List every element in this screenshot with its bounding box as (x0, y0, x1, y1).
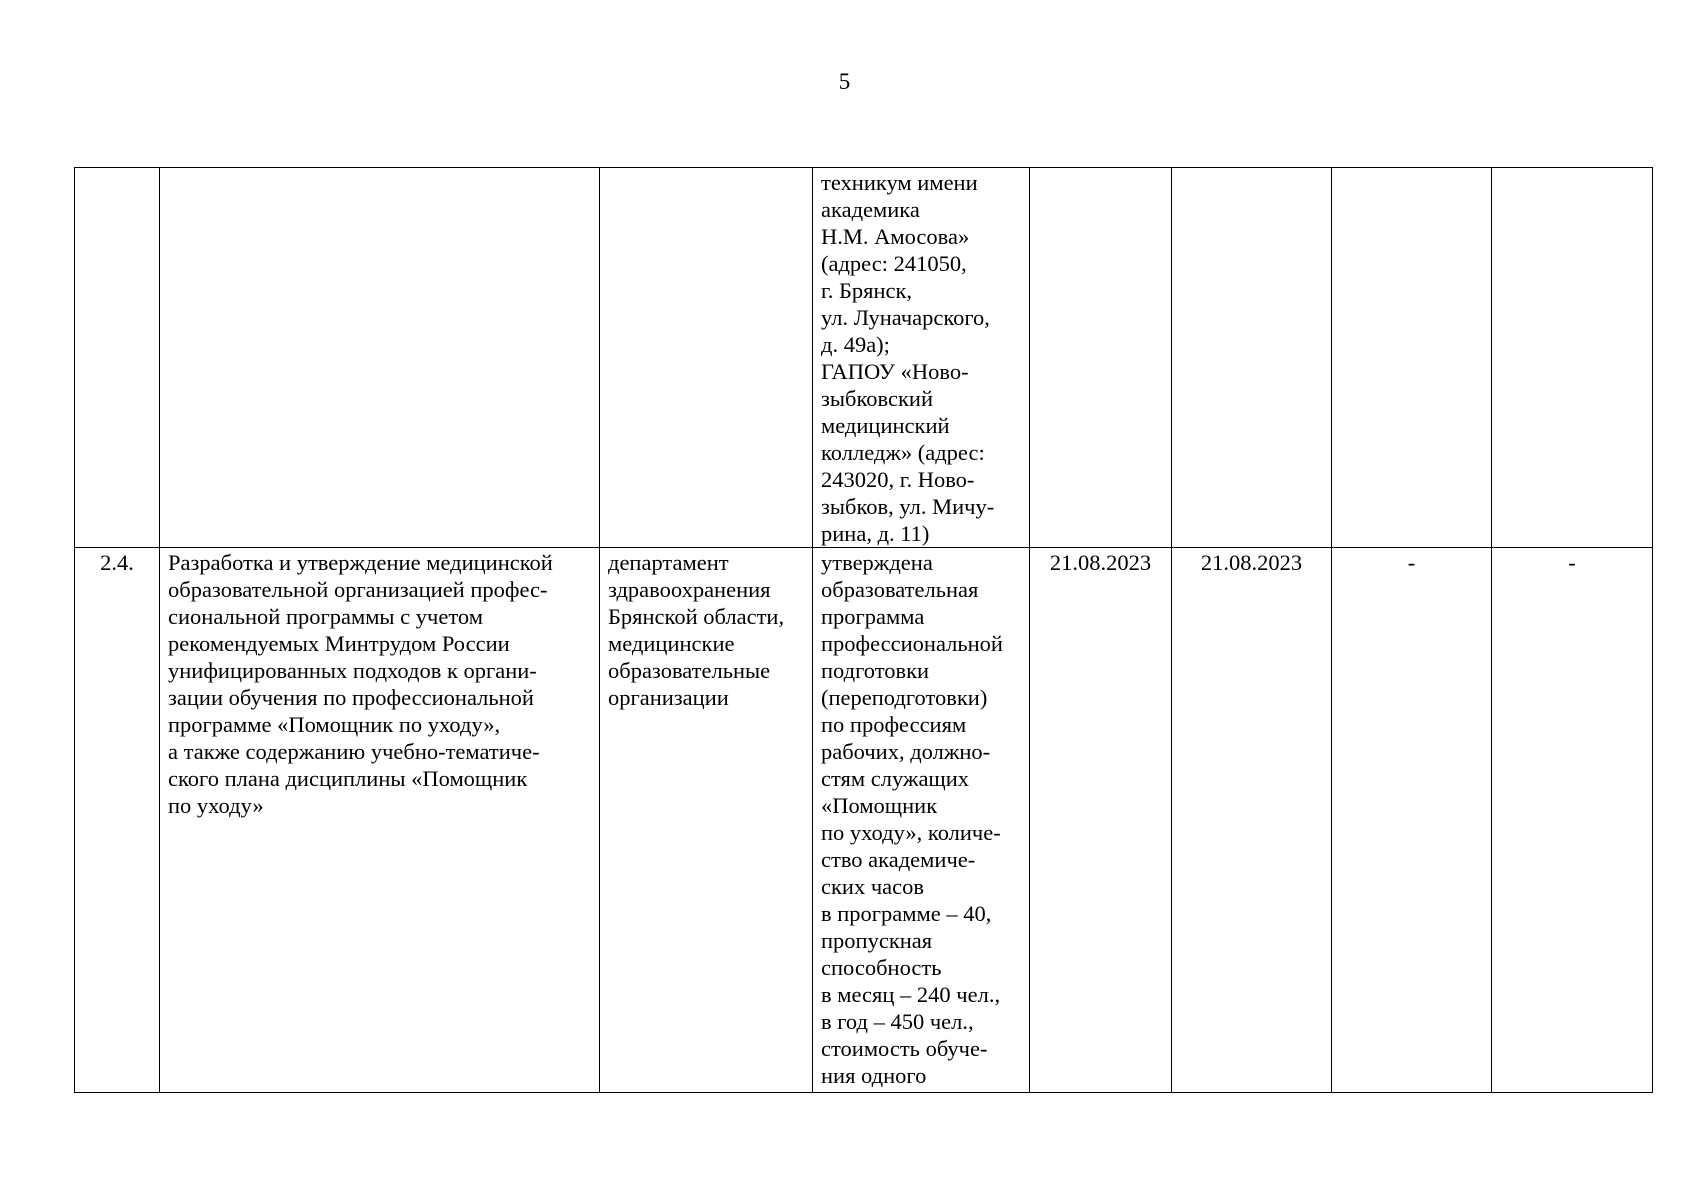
column-8-cell (1492, 168, 1653, 548)
page-number: 5 (838, 69, 851, 94)
end-date-cell: 21.08.2023 (1172, 548, 1332, 1093)
result-cell: техникум имени академика Н.М. Амосова» (адрес: 241050, г. Брянск, ул. Луначарского, д. 49а); ГАПОУ «Ново- зыбковский медицинский колледж» (адрес: 243020, г. Ново- зыбков, ул. Мичу- рина, д. 11) (813, 168, 1030, 548)
row-number-cell (75, 168, 160, 548)
responsible-cell (600, 168, 813, 548)
row-number-cell: 2.4. (75, 548, 160, 1093)
plan-table (74, 167, 1653, 1093)
end-date-cell (1172, 168, 1332, 548)
event-cell (160, 168, 600, 548)
event-cell: Разработка и утверждение медицинской образовательной организацией профес- сиональной программы с учетом рекомендуемых Минтрудом России унифицированных подходов к органи- зации обучения по профессиональной программе «Помощник по уходу», а также содержанию учебно-тематиче- ского плана дисциплины «Помощник по уходу» (160, 548, 600, 1093)
table-row (75, 548, 1653, 1093)
column-8-cell: - (1492, 548, 1653, 1093)
start-date-cell (1030, 168, 1172, 548)
responsible-cell: департамент здравоохранения Брянской области, медицинские образовательные организации (600, 548, 813, 1093)
table-row (75, 168, 1653, 548)
column-7-cell (1332, 168, 1492, 548)
result-cell: утверждена образовательная программа профессиональной подготовки (переподготовки) по профессиям рабочих, должно- стям служащих «Помощник по уходу», количе- ство академиче- ских часов в программе – 40, пропускная способность в месяц – 240 чел., в год – 450 чел., стоимость обуче- ния одного (813, 548, 1030, 1093)
start-date-cell: 21.08.2023 (1030, 548, 1172, 1093)
column-7-cell: - (1332, 548, 1492, 1093)
